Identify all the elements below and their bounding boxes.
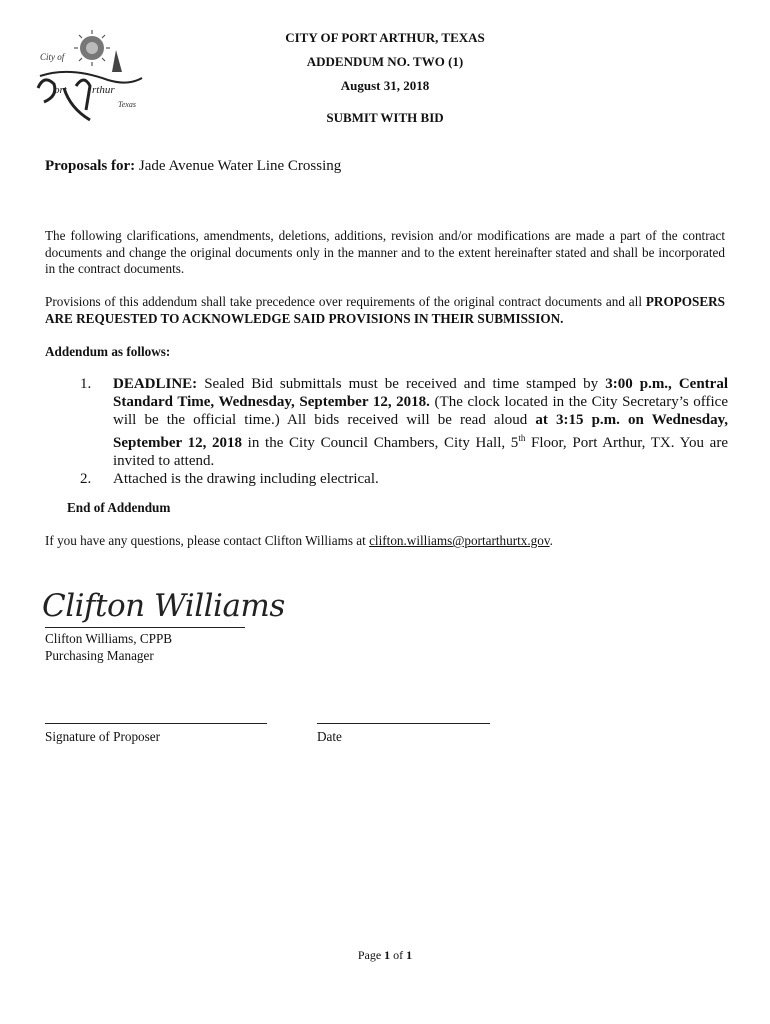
project-name: Jade Avenue Water Line Crossing [138, 158, 342, 174]
signer-signature-line [45, 627, 245, 628]
clock-text: (The clock located in the City Secretary’s office will be the official time.) All bids received will be read aloud [113, 394, 729, 428]
sun-icon [74, 30, 110, 66]
signer-name: Clifton Williams, CPPB [45, 631, 173, 646]
page-number: 1 [384, 948, 391, 962]
deadline-label: DEADLINE: [113, 376, 198, 392]
list-item [80, 375, 728, 470]
signature-of-proposer-label: Signature of Proposer [45, 729, 161, 744]
header-city: CITY OF PORT ARTHUR, TEXAS [285, 30, 485, 45]
header-submit: SUBMIT WITH BID [326, 110, 444, 125]
logo-port: ort [54, 84, 67, 96]
header-addendum: ADDENDUM NO. TWO (1) [306, 54, 464, 69]
invite-text: Floor, Port Arthur, TX. You are invited to attend. [113, 435, 728, 469]
intro-paragraph: The following clarifications, amendments, deletions, additions, revision and/or modifications are made a part of the contract documents and change the original documents only in the manner and to the extent hereinafter stated and shall be incorporated in the contract documents. [45, 228, 725, 276]
date-label: Date [317, 729, 342, 744]
list-item-number: 1. [80, 376, 92, 392]
floor-superscript: th [518, 433, 526, 443]
page-total: 1 [406, 948, 413, 962]
location-text: in the City Council Chambers, City Hall, 5 [242, 435, 519, 451]
provisions-text: Provisions of this addendum shall take precedence over requirements of the original contract documents and all [45, 294, 642, 309]
list-item-number: 2. [80, 471, 92, 487]
date-line [317, 723, 490, 724]
provisions-paragraph [45, 294, 725, 327]
handwritten-signature: Clifton Williams [42, 588, 285, 624]
list-item-text: Attached is the drawing including electrical. [113, 471, 379, 487]
contact-line [45, 533, 553, 549]
end-of-addendum: End of Addendum [67, 500, 171, 515]
header-date: August 31, 2018 [340, 78, 430, 93]
addendum-heading: Addendum as follows: [45, 344, 171, 359]
proposals-label: Proposals for: [45, 158, 136, 174]
contact-text: If you have any questions, please contact Clifton Williams at [45, 533, 370, 548]
signer-title: Purchasing Manager [45, 648, 154, 663]
provisions-bold: PROPOSERS ARE REQUESTED TO ACKNOWLEDGE SAID PROVISIONS IN THEIR SUBMISSION. [45, 294, 726, 326]
addendum-list [80, 375, 728, 488]
page-word: Page [357, 948, 382, 962]
contact-period: . [549, 533, 553, 548]
proposals-line [45, 158, 341, 175]
logo-texas: Texas [118, 100, 136, 109]
city-logo [30, 28, 150, 128]
deadline-text: Sealed Bid submittals must be received and time stamped by [197, 376, 606, 392]
logo-arthur: rthur [92, 84, 115, 96]
proposer-signature-line [45, 723, 267, 724]
contact-email-link[interactable]: clifton.williams@portarthurtx.gov [369, 533, 550, 548]
opening-time: at 3:15 p.m. on Wednesday, September 12, 2018 [113, 412, 728, 451]
logo-city-of: City of [40, 52, 65, 62]
deadline-time: 3:00 p.m., Central Standard Time, Wednesday, September 12, 2018. [113, 376, 728, 410]
list-item [80, 470, 728, 488]
page-footer [0, 948, 770, 963]
page-of: of [393, 948, 404, 962]
